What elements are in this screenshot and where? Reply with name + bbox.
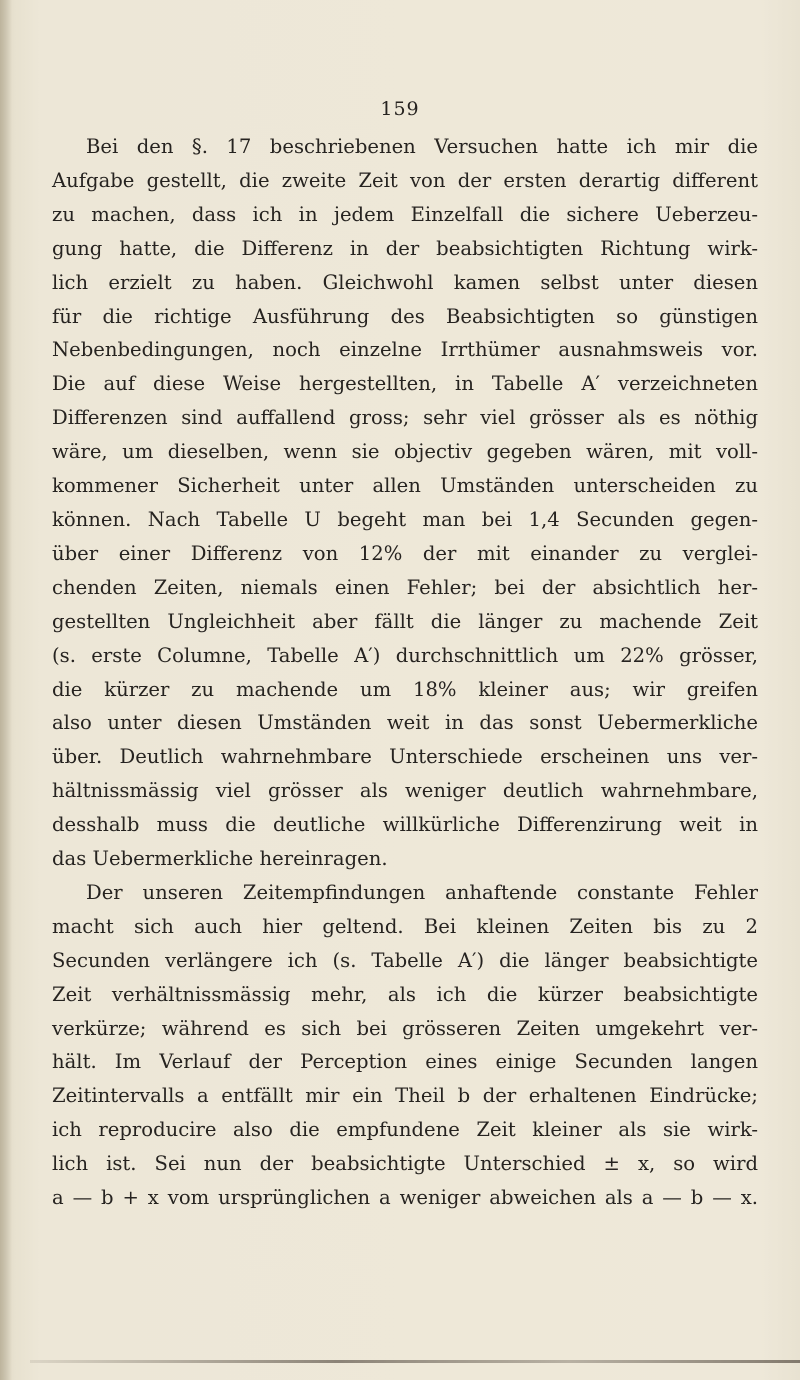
text-line: Differenzen sind auffallend gross; sehr viel grösser als es nöthig bbox=[52, 406, 758, 430]
text-line: hält. Im Verlauf der Perception eines einige Secunden langen bbox=[52, 1050, 758, 1074]
text-line: lich ist. Sei nun der beabsichtigte Unterschied ± x, so wird bbox=[52, 1152, 758, 1176]
text-line: Aufgabe gestellt, die zweite Zeit von der ersten derartig different bbox=[52, 168, 758, 192]
text-line: Nebenbedingungen, noch einzelne Irrthümer ausnahmsweis vor. bbox=[52, 338, 758, 362]
text-line: können. Nach Tabelle U begeht man bei 1,4 Secunden gegen- bbox=[52, 507, 758, 531]
body-text bbox=[52, 130, 758, 1215]
page-number: 159 bbox=[380, 98, 420, 120]
text-line: für die richtige Ausführung des Beabsichtigten so günstigen bbox=[52, 304, 758, 328]
text-line: verkürze; während es sich bei grösseren Zeiten umgekehrt ver- bbox=[52, 1016, 758, 1040]
paragraph-2 bbox=[52, 876, 758, 1215]
text-line: Zeitintervalls a entfällt mir ein Theil b der erhaltenen Eindrücke; bbox=[52, 1084, 758, 1108]
text-line: (s. erste Columne, Tabelle A′) durchschnittlich um 22% grösser, bbox=[52, 643, 758, 667]
text-line: das Uebermerkliche hereinragen. bbox=[52, 847, 388, 871]
text-line: kommener Sicherheit unter allen Umständen unterscheiden zu bbox=[52, 474, 758, 498]
text-line: hältnissmässig viel grösser als weniger deutlich wahrnehmbare, bbox=[52, 779, 758, 803]
text-line: Bei den §. 17 beschriebenen Versuchen hatte ich mir die bbox=[86, 135, 758, 158]
text-line: Secunden verlängere ich (s. Tabelle A′) die länger beabsichtigte bbox=[52, 948, 758, 972]
text-line: a — b + x vom ursprünglichen a weniger abweichen als a — b — x. bbox=[52, 1186, 758, 1210]
text-line: chenden Zeiten, niemals einen Fehler; bei der absichtlich her- bbox=[52, 575, 758, 599]
text-line: zu machen, dass ich in jedem Einzelfall die sichere Ueberzeu- bbox=[52, 202, 758, 226]
text-line: Zeit verhältnissmässig mehr, als ich die kürzer beabsichtigte bbox=[52, 982, 758, 1006]
text-line: über. Deutlich wahrnehmbare Unterschiede erscheinen uns ver- bbox=[52, 745, 758, 769]
bottom-edge-rule bbox=[30, 1360, 800, 1363]
text-line: also unter diesen Umständen weit in das sonst Uebermerkliche bbox=[52, 711, 758, 735]
text-line: wäre, um dieselben, wenn sie objectiv gegeben wären, mit voll- bbox=[52, 440, 758, 464]
text-line: Die auf diese Weise hergestellten, in Tabelle A′ verzeichneten bbox=[52, 372, 758, 396]
text-line: lich erzielt zu haben. Gleichwohl kamen selbst unter diesen bbox=[52, 270, 758, 294]
text-line: über einer Differenz von 12% der mit einander zu verglei- bbox=[52, 541, 758, 565]
binding-shadow bbox=[0, 0, 12, 1380]
text-line: macht sich auch hier geltend. Bei kleinen Zeiten bis zu 2 bbox=[52, 914, 758, 938]
text-line: die kürzer zu machende um 18% kleiner aus; wir greifen bbox=[52, 677, 758, 701]
text-line: Der unseren Zeitempfindungen anhaftende constante Fehler bbox=[86, 880, 758, 904]
text-line: desshalb muss die deutliche willkürliche Differenzirung weit in bbox=[52, 813, 758, 837]
paragraph-1 bbox=[52, 130, 758, 876]
text-line: gestellten Ungleichheit aber fällt die länger zu machende Zeit bbox=[52, 609, 758, 633]
text-line: gung hatte, die Differenz in der beabsichtigten Richtung wirk- bbox=[52, 236, 758, 260]
text-line: ich reproducire also die empfundene Zeit kleiner als sie wirk- bbox=[52, 1118, 758, 1142]
